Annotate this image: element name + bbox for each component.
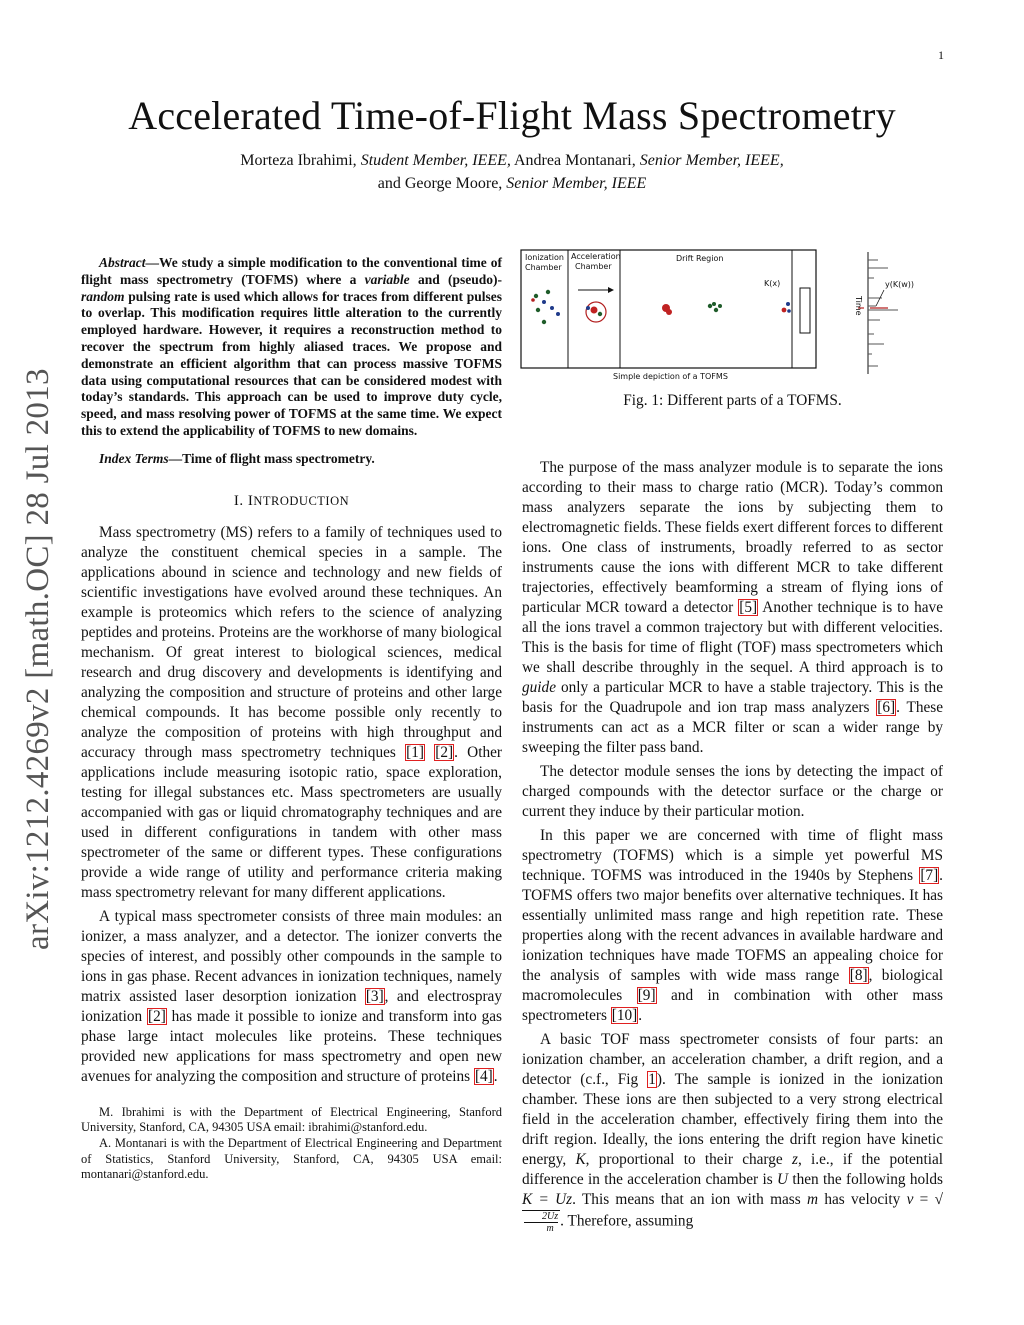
label-simple-depiction: Simple depiction of a TOFMS	[613, 372, 728, 381]
text: .	[493, 1067, 498, 1085]
label-time: Time	[854, 296, 863, 316]
text: Mass spectrometry (MS) refers to a family of techniques used to analyze the constituent chemical species in a sample. The applications abound in science and technology and new fields of scientific investigations have evolved around these techniques. An example is proteomics which refers to the science of analyzing peptides and proteins. Proteins are the workhorse of many biological mechanism. Of great interest to biological sciences, medical research and drug discovery and developments is identifying and analyzing the composition and structure of proteins and other large chemical compounds. It has become possible only recently to analyze the composition of proteins with high throughput and accuracy through mass spectrometry techniques	[81, 523, 502, 761]
citation-link[interactable]: [7]	[920, 867, 939, 884]
text: has made it possible to ionize and transform into gas phase large intact molecules like proteins. These techniques provided new applications for mass spectrometry and open new avenues for analyzing the composition and structure of proteins	[81, 1007, 503, 1085]
section-number: I.	[233, 492, 248, 509]
author-role: Student Member, IEEE,	[360, 152, 511, 169]
spectrum-peaks	[868, 260, 898, 366]
abstract-label: Abstract	[99, 255, 146, 270]
left-column	[81, 255, 502, 1183]
fraction-denominator: m	[546, 1223, 554, 1234]
page-number: 1	[938, 48, 944, 62]
label-ykw: y(K(w))	[885, 280, 915, 289]
citation-link[interactable]: [5]	[739, 599, 758, 616]
text: . This means that an ion with mass	[572, 1191, 807, 1208]
right-column	[522, 458, 943, 1234]
citation-link[interactable]: [4]	[474, 1067, 493, 1085]
tofms-figure	[518, 248, 948, 384]
label-acceleration-1: Acceleration	[571, 252, 621, 261]
abstract-text: —We study a simple modification to the conventional time of flight mass spectrometry (TOFMS) where a	[81, 255, 502, 287]
math-symbol: v	[906, 1191, 914, 1208]
text: . Therefore, assuming	[560, 1212, 694, 1230]
abstract-text: pulsing rate is used which allows for traces from different pulses to overlap. This modification requires little alteration to the currently employed hardware. However, it requires a reconstruction method to recover the spectrum from highly aliased traces. We propose and demonstrate an efficient algorithm that can process massive TOFMS data using computational resources that can be considered modest with today’s standards. This approach can be used to improve duty cycle, speed, and mass resolving power of TOFMS at the same time. We expect this to extend the applicability of TOFMS to new domains.	[81, 288, 502, 438]
arxiv-stamp: arXiv:1212.4269v2 [math.OC] 28 Jul 2013	[20, 368, 56, 950]
index-terms-label: Index Terms	[99, 450, 169, 466]
section-title-initial: I	[247, 492, 254, 509]
math-symbol: U	[776, 1171, 789, 1188]
abstract-emph: random	[81, 288, 125, 304]
math-equation: K = Uz	[522, 1191, 573, 1208]
math-symbol: m	[806, 1191, 819, 1208]
abstract	[81, 255, 502, 440]
label-kx: K(x)	[764, 279, 781, 288]
text: , proportional to their charge	[585, 1151, 792, 1168]
sqrt-symbol: √	[934, 1191, 943, 1208]
text: . These instruments can act as a MCR filter or scan a wider range by sweeping the filter pass band.	[522, 699, 943, 756]
fraction-numerator: 2Uz	[524, 1211, 558, 1223]
footnote: A. Montanari is with the Department of Electrical Engineering and Department of Statistics, Stanford University, Stanford, CA, 94305 USA email: montanari@stanford.edu.	[81, 1135, 502, 1182]
right-paragraph-4	[522, 1030, 943, 1234]
text: , i.e., if the potential difference in the acceleration chamber is	[522, 1151, 943, 1188]
math-symbol: z	[791, 1151, 798, 1168]
right-paragraph-2: The detector module senses the ions by detecting the impact of charged compounds with the detector surface or the charge or current they induce by their particular motion.	[522, 763, 943, 820]
author-role: Senior Member, IEEE	[506, 175, 647, 192]
citation-link[interactable]: [2]	[147, 1007, 166, 1025]
ion-cloud	[531, 290, 560, 324]
text: .	[638, 1007, 643, 1024]
abstract-text: and (pseudo)-	[409, 271, 502, 287]
math-symbol: K	[575, 1151, 586, 1168]
text: ). The sample is ionized in the ionization chamber. These ions are then subjected to a very strong electrical field in the acceleration chamber, effectively firing them into the drift region. Ideally, the ions entering the drift region have kinetic energy,	[522, 1071, 943, 1168]
text: , and electrospray ionization	[81, 987, 502, 1025]
text: has velocity	[818, 1191, 907, 1208]
citation-link[interactable]: [3]	[365, 987, 384, 1005]
light-ion	[786, 302, 790, 306]
section-title-rest: NTRODUCTION	[253, 493, 350, 508]
author-name: Andrea Montanari,	[514, 152, 636, 169]
text: then the following holds	[788, 1171, 943, 1188]
intro-paragraph-2	[81, 907, 502, 1087]
author-name: Morteza Ibrahimi,	[240, 152, 357, 169]
text: only a particular MCR to have a stable trajectory. This is the basis for the Quadrupole and ion trap mass analyzers	[522, 679, 943, 716]
index-terms-text: —Time of flight mass spectrometry.	[168, 450, 375, 466]
paper-title: Accelerated Time-of-Flight Mass Spectrometry	[128, 93, 896, 138]
intro-paragraph-1	[81, 523, 502, 903]
author-role: Senior Member, IEEE,	[639, 152, 784, 169]
footnote: M. Ibrahimi is with the Department of Electrical Engineering, Stanford University, Stanford, CA, 94305 USA email: ibrahimi@stanford.edu.	[81, 1104, 502, 1135]
text: In this paper we are concerned with time of flight mass spectrometry (TOFMS) which is a simple yet powerful MS technique. TOFMS was introduced in the 1940s by Stephens	[522, 827, 943, 884]
text: Another technique is to have all the ions travel a common trajectory but with different velocities. This is the basis for time of flight (TOF) mass spectrometers which we shall describe throughly in the sequel. A third approach is to	[522, 599, 943, 676]
math-operator: =	[913, 1191, 935, 1208]
medium-ion	[708, 304, 712, 308]
text: The purpose of the mass analyzer module is to separate the ions according to their mass to charge ratio (MCR). Today’s common mass analyzers separate the ions by subjecting them to electromagnetic fields. These fields exert different forces to different ions. One class of instruments, broadly referred to as sector instruments cause the ions with different MCR to take different trajectories, effectively beamforming a stream of flying ions of particular MCR toward a detector	[522, 459, 943, 616]
figure-caption: Fig. 1: Different parts of a TOFMS.	[623, 392, 842, 409]
footnotes	[81, 1105, 502, 1183]
index-terms	[81, 450, 502, 467]
figure-link[interactable]: 1	[648, 1071, 656, 1088]
math-fraction	[522, 1210, 560, 1234]
author-line-2	[0, 175, 1024, 193]
citation-link[interactable]: [6]	[877, 699, 896, 716]
text: A basic TOF mass spectrometer consists of four parts: an ionization chamber, an acceleration chamber, a drift region, and a detector (c.f., Fig	[522, 1031, 943, 1088]
text: , biological macromolecules	[522, 967, 943, 1004]
author-line-1	[0, 152, 1024, 170]
citation-link[interactable]: [2]	[435, 743, 454, 761]
label-ionization-2: Chamber	[525, 263, 562, 272]
label-drift: Drift Region	[676, 254, 724, 263]
right-paragraph-3	[522, 826, 943, 1026]
detector-plate	[800, 288, 810, 333]
text: . Other applications include measuring isotopic ratio, space exploration, testing for illegal substances etc. Mass spectrometers are usually accompanied with gas or liquid chromatography techniques and are used in different configurations in tandem with other mass spectrometer of the same or different types. These configurations provide a wide range of utility and performance criteria making mass spectrometry relevant for many different applications.	[81, 743, 502, 901]
text: and in combination with other mass spectrometers	[522, 987, 943, 1024]
right-paragraph-1	[522, 458, 943, 758]
emph: guide	[522, 679, 556, 696]
author-name: and George Moore,	[377, 175, 503, 192]
text: A typical mass spectrometer consists of three main modules: an ionizer, a mass analyzer, and a detector. The ionizer converts the species of interest, and possibly other compounds in the sample to ions in gas phase. Recent advances in ionization techniques, namely matrix assisted laser desorption ionization	[81, 907, 502, 1005]
section-heading	[81, 491, 502, 511]
text: . TOFMS offers two major benefits over alternative techniques. It has essentially unlimited mass range and high repetition rate. These properties along with the recent advances in available hardware and ionization techniques have made TOFMS an appealing choice for the analysis of samples with wide mass range	[522, 867, 943, 984]
label-acceleration-2: Chamber	[575, 262, 612, 271]
citation-link[interactable]: [10]	[611, 1007, 638, 1024]
citation-link[interactable]: [9]	[637, 987, 656, 1004]
abstract-emph: variable	[364, 271, 410, 287]
citation-link[interactable]: [8]	[849, 967, 868, 984]
citation-link[interactable]: [1]	[406, 743, 424, 761]
label-ionization-1: Ionization	[525, 253, 564, 262]
arrowhead-icon	[608, 287, 614, 293]
